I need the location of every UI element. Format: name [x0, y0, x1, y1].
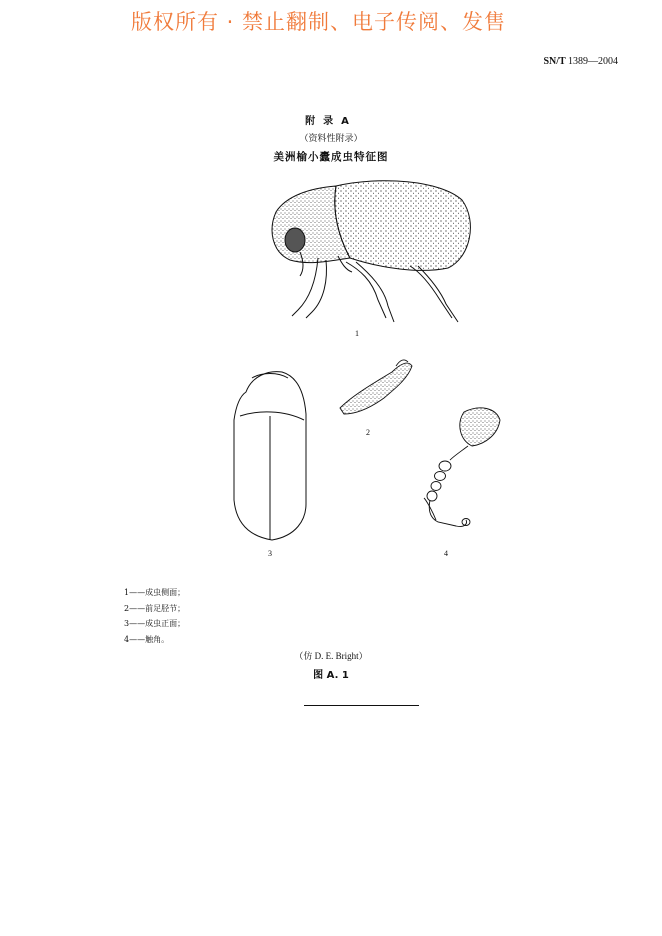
- beetle-side-view-drawing: [272, 181, 470, 322]
- legend-item: 4——触角。: [124, 634, 170, 644]
- appendix-title: 附录A: [305, 116, 357, 127]
- figure-title: 美洲榆小蠹成虫特征图: [273, 151, 389, 163]
- standard-prefix: SN/T: [543, 56, 566, 67]
- standard-code: 1389—2004: [568, 56, 618, 67]
- appendix-nature: （资料性附录）: [299, 134, 363, 144]
- figure-label-1: 1: [355, 329, 359, 338]
- foretibia-drawing: [340, 360, 412, 414]
- figure-caption: 图 A. 1: [313, 670, 349, 681]
- beetle-dorsal-view-drawing: [234, 372, 306, 540]
- legend-item: 3——成虫正面；: [124, 619, 186, 628]
- figure-label-4: 4: [444, 549, 448, 558]
- figure-label-2: 2: [366, 428, 370, 437]
- legend-item: 1——成虫侧面；: [124, 588, 186, 597]
- figure-label-3: 3: [268, 549, 272, 558]
- antenna-drawing: [424, 408, 500, 527]
- copyright-watermark: 版权所有 · 禁止翻制、电子传阅、发售: [131, 10, 507, 34]
- figure-legend: [124, 585, 185, 647]
- source-note: （仿 D. E. Bright）: [294, 651, 368, 661]
- end-divider: [304, 705, 419, 706]
- legend-item: 2——前足胫节；: [124, 603, 186, 613]
